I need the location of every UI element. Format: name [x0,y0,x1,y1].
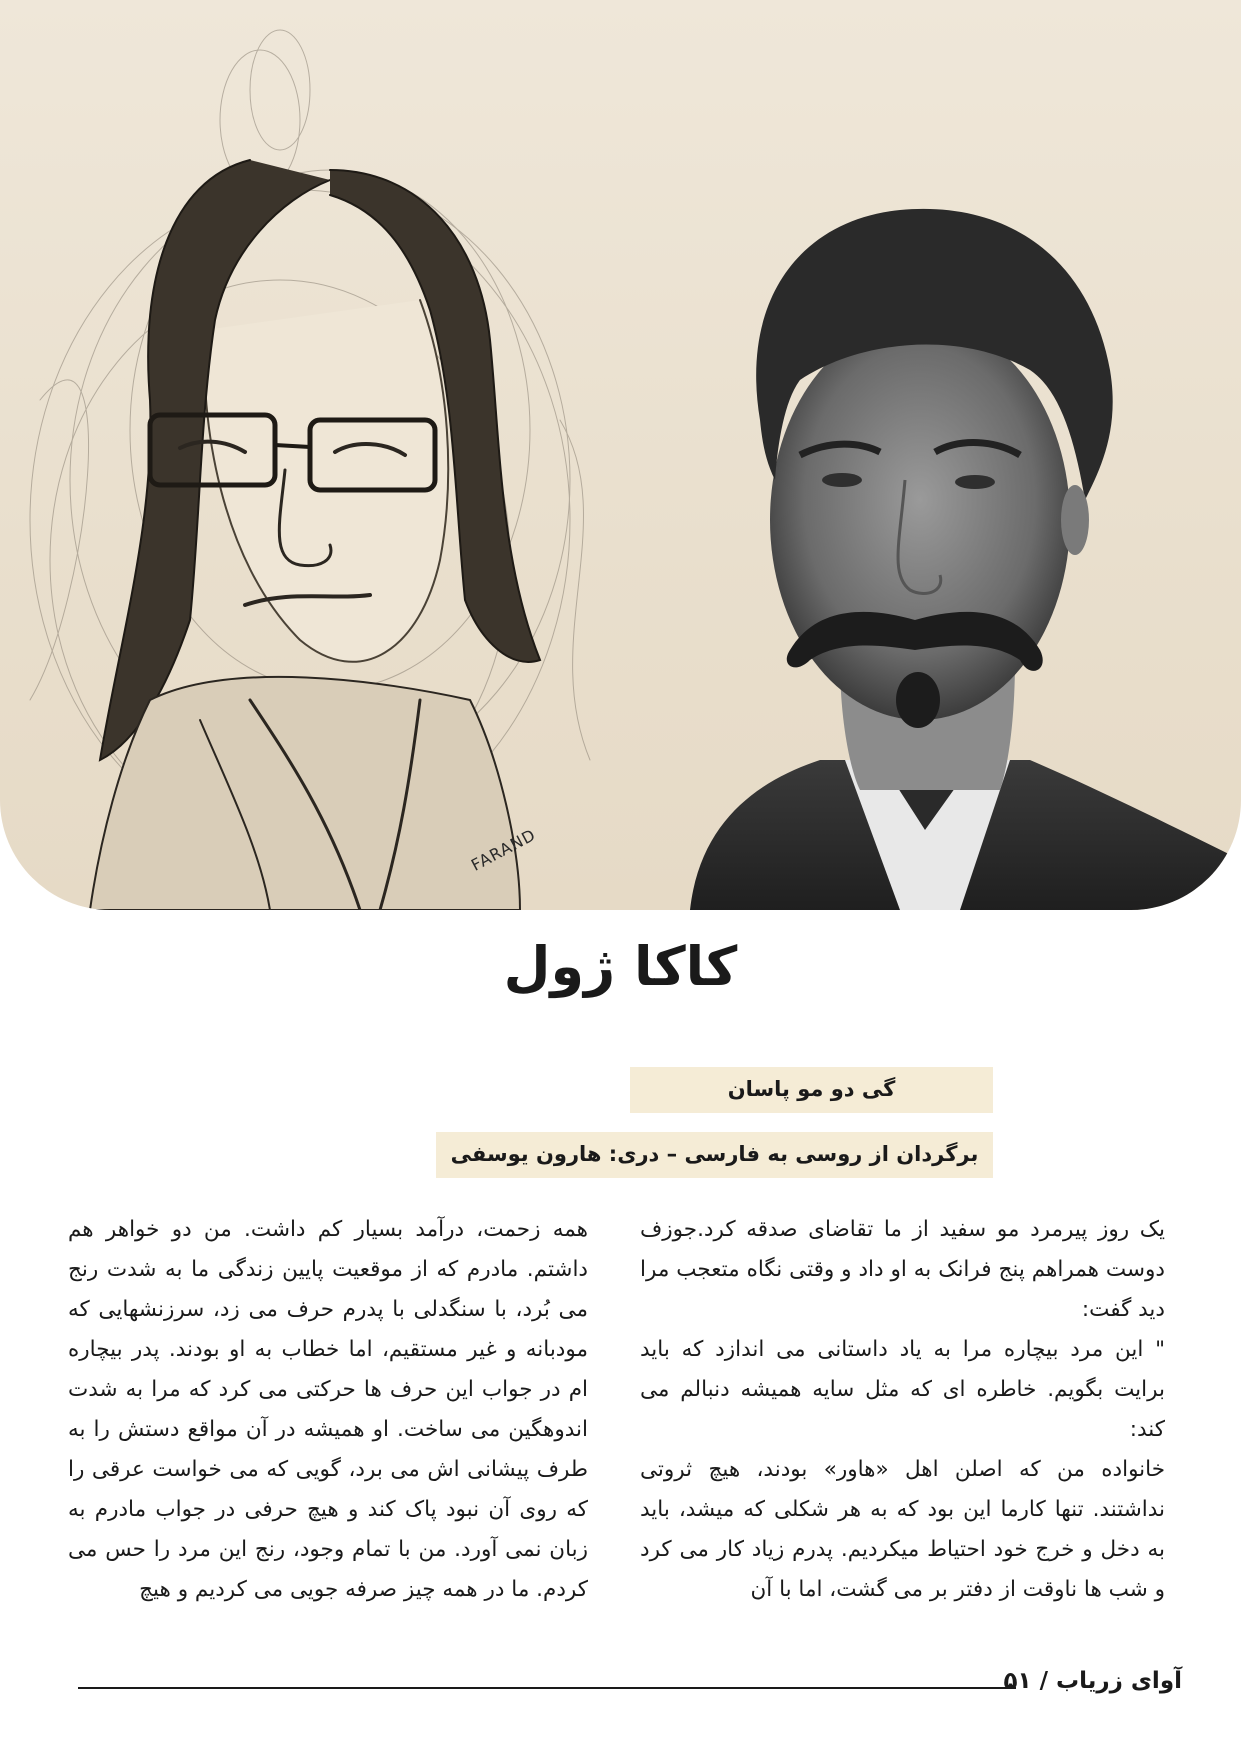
text-column-left [68,1210,588,1610]
paragraph: " این مرد بیچاره مرا به یاد داستانی می اندازد که باید برایت بگویم. خاطره ای که مثل سایه همیشه دنبالم می کند: [640,1337,1165,1442]
footer-rule [78,1687,1016,1689]
photo-portrait [690,209,1241,910]
paragraph: همه زحمت، درآمد بسیار کم داشت. من دو خواهر هم داشتم. مادرم که از موقعیت پایین زندگی ما به شدت رنج می بُرد، با سنگدلی با پدرم حرف می زد، سرزنشهایی که مودبانه و غیر مستقیم، اما خطاب به او بودند. پدر بیچاره ام در جواب این حرف ها حرکتی می کرد که مرا به شدت اندوهگین می ساخت. او همیشه در آن مواقع دستش را به طرف پیشانی اش می برد، گویی که می خواست عرقی را که روی آن نبود پاک کند و هیچ حرفی در جواب مادرم به زبان نمی آورد. من با تمام وجود، رنج این مرد را حس می کردم. ما در همه چیز صرفه جویی می کردیم و هیچ [68,1217,588,1602]
footer-page-label: آوای زریاب / ۵۱ [1003,1668,1182,1694]
paragraph: خانواده من که اصلن اهل «هاور» بودند، هیچ ثروتی نداشتند. تنها کارما این بود که به هر شکلی که میشد، باید به دخل و خرج خود احتیاط میکردیم. پدرم زیاد کار می کرد و شب ها ناوقت از دفتر بر می گشت، اما با آن [640,1457,1165,1602]
translator-label: برگردان از روسی به فارسی – دری: هارون یوسفی [436,1132,993,1178]
artist-signature: FARAND [468,824,540,875]
article-title: کاکا ژول [503,935,738,998]
sketch-portrait [30,30,590,910]
text-column-right [640,1210,1165,1610]
author-label: گی دو مو پاسان [630,1067,993,1113]
paragraph: یک روز پیرمرد مو سفید از ما تقاضای صدقه کرد.جوزف دوست همراهم پنج فرانک به او داد و وقتی نگاه متعجب مرا دید گفت: [640,1217,1165,1322]
